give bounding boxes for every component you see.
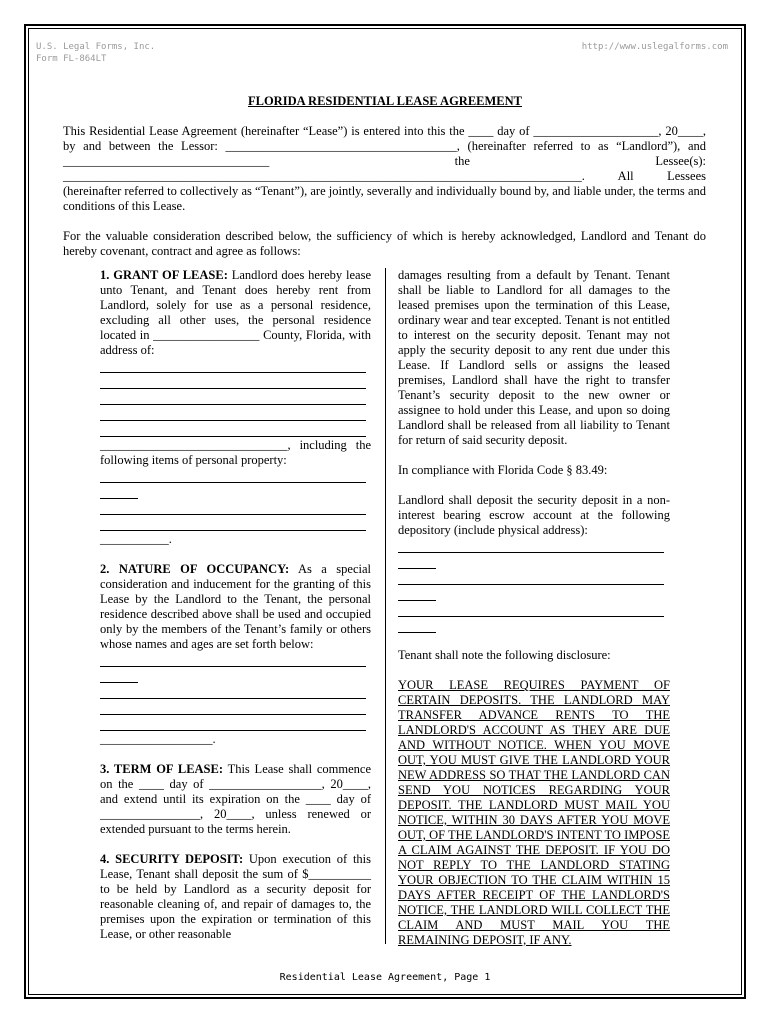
document-title: FLORIDA RESIDENTIAL LEASE AGREEMENT xyxy=(247,94,523,108)
section-text: This Lease shall commence on the ____ day of __________________, 20____, and extend until its expiration on the ____ day of ________________, 20____, unless renewed or extended pursuant to the terms herein. xyxy=(100,762,371,836)
depository-blank[interactable] xyxy=(398,554,436,569)
depository-blank[interactable] xyxy=(398,586,436,601)
address-blank[interactable] xyxy=(100,406,366,421)
occupant-blank[interactable] xyxy=(100,700,366,715)
address-blank[interactable] xyxy=(100,358,366,373)
column-divider xyxy=(385,268,386,944)
intro-paragraph: This Residential Lease Agreement (hereinafter “Lease”) is entered into this the ____ day of ____________________, 20____, by and between the Lessor: _____________________________________, (hereinafter referred to as “Landlord”), and _________________________________ the Lessee(s): ___________________________________________________________________________________. All Lessees (hereinafter referred to collectively as “Tenant”), are jointly, severally and individually bound by, and liable under, the terms and conditions of this Lease. xyxy=(63,124,706,213)
address-blank[interactable] xyxy=(100,422,366,437)
depository-blank[interactable] xyxy=(398,538,664,553)
property-blank-end[interactable]: ___________. xyxy=(100,532,172,546)
escrow-paragraph: Landlord shall deposit the security deposit in a non-interest bearing escrow account at the following depository (include physical address): xyxy=(398,493,670,537)
form-number: Form FL-864LT xyxy=(36,54,107,64)
section-text: As a special consideration and inducement for the granting of this Lease by the Landlord to the Tenant, the personal residence described above shall be used and occupied only by the members of the Tenant’s family or others whose names and ages are set forth below: xyxy=(100,562,372,651)
disclosure-note: Tenant shall note the following disclosure: xyxy=(398,648,611,662)
section-heading: 4. SECURITY DEPOSIT: xyxy=(100,852,244,866)
page-footer: Residential Lease Agreement, Page 1 xyxy=(279,972,491,983)
section-heading: 3. TERM OF LEASE: xyxy=(100,762,224,776)
property-blank[interactable] xyxy=(100,484,138,499)
depository-blank[interactable] xyxy=(398,602,664,617)
publisher-name: U.S. Legal Forms, Inc. xyxy=(36,42,156,52)
section-text: Landlord does hereby lease unto Tenant, and Tenant does hereby rent from Landlord, solely for use as a personal residence, excluding all other uses, the personal residence located in _________________ County, Florida, with address of: xyxy=(100,268,372,357)
address-blank[interactable] xyxy=(100,374,366,389)
occupant-blank[interactable] xyxy=(100,684,366,699)
property-blank[interactable] xyxy=(100,516,366,531)
statutory-disclosure: YOUR LEASE REQUIRES PAYMENT OF CERTAIN DEPOSITS. THE LANDLORD MAY TRANSFER ADVANCE RENTS TO THE LANDLORD'S ACCOUNT AS THEY ARE DUE AND WITHOUT NOTICE. WHEN YOU MOVE OUT, YOU MUST GIVE THE LANDLORD YOUR NEW ADDRESS SO THAT THE LANDLORD CAN SEND YOU NOTICES REGARDING YOUR DEPOSIT. THE LANDLORD MUST MAIL YOU NOTICE, WITHIN 30 DAYS AFTER YOU MOVE OUT, OF THE LANDLORD'S INTENT TO IMPOSE A CLAIM AGAINST THE DEPOSIT. IF YOU DO NOT REPLY TO THE LANDLORD STATING YOUR OBJECTION TO THE CLAIM WITHIN 15 DAYS AFTER RECEIPT OF THE LANDLORD'S NOTICE, THE LANDLORD WILL COLLECT THE CLAIM AND MUST MAIL YOU THE REMAINING DEPOSIT, IF ANY. xyxy=(398,678,670,947)
consideration-paragraph: For the valuable consideration described below, the sufficiency of which is hereby acknowledged, Landlord and Tenant do hereby covenant, contract and agree as follows: xyxy=(63,229,706,258)
personal-property-label: ______________________________, including the following items of personal property: xyxy=(100,438,371,467)
florida-code-reference: In compliance with Florida Code § 83.49: xyxy=(398,463,608,477)
left-column xyxy=(100,268,371,942)
occupant-blank[interactable] xyxy=(100,652,366,667)
address-blank[interactable] xyxy=(100,390,366,405)
section-security-deposit xyxy=(100,852,371,942)
section-text: Upon execution of this Lease, Tenant shall deposit the sum of $__________ to be held by Landlord as a security deposit for reasonable cleaning of, and repair of damages to, the premises upon the expiration or termination of this Lease, or other reasonable xyxy=(100,852,372,941)
section-heading: 2. NATURE OF OCCUPANCY: xyxy=(100,562,290,576)
property-blank[interactable] xyxy=(100,468,366,483)
intro-section xyxy=(63,124,706,259)
depository-blank[interactable] xyxy=(398,570,664,585)
property-blank[interactable] xyxy=(100,500,366,515)
section-grant-of-lease xyxy=(100,268,371,547)
right-column xyxy=(398,268,670,948)
occupant-blank[interactable] xyxy=(100,668,138,683)
security-deposit-continued: damages resulting from a default by Tenant. Tenant shall be liable to Landlord for all damages to the leased premises upon the termination of this Lease, ordinary wear and tear excepted. Tenant is not entitled to interest on the security deposit. Tenant may not apply the security deposit to any rent due under this Lease. If Landlord sells or assigns the leased premises, Landlord shall have the right to transfer Tenant’s security deposit to the new owner or assignee to hold under this Lease, and upon so doing Landlord shall be released from all liability to Tenant for return of said security deposit. xyxy=(398,268,670,447)
publisher-header xyxy=(36,41,155,65)
section-term-of-lease xyxy=(100,762,371,837)
occupant-blank[interactable] xyxy=(100,716,366,731)
section-nature-of-occupancy xyxy=(100,562,371,747)
section-heading: 1. GRANT OF LEASE: xyxy=(100,268,228,282)
depository-blank[interactable] xyxy=(398,618,436,633)
occupant-blank-end[interactable]: __________________. xyxy=(100,732,216,746)
publisher-url[interactable]: http://www.uslegalforms.com xyxy=(581,42,728,52)
